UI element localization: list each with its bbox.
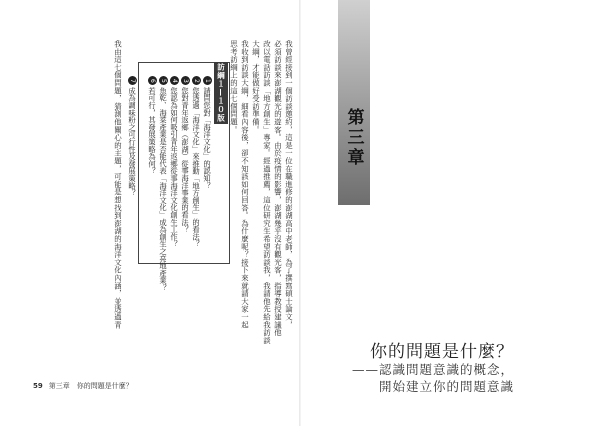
question-number: 4 (170, 76, 179, 85)
running-head: 第三章 你的問題是什麼？ (48, 382, 133, 390)
question-number: 2 (192, 76, 201, 85)
question-text: 若可行，其發展策略為何？ (148, 87, 157, 175)
outline-tag: 訪綱１—１０版 (214, 62, 228, 124)
chapter-label: 第三章 (343, 108, 364, 168)
paragraph-line-5: 我收到訪談大綱，細看內容後，卻不知該如何回答。為什麼呢？接下來就請大家一起 (240, 40, 250, 329)
question-item-2 (191, 76, 201, 248)
question-number: 5 (159, 76, 168, 85)
chapter-subtitle-line-2: 開始建立你的問題意識 (378, 379, 514, 394)
question-text: 您認為如何吸引青年返鄉從事海洋文化創生工作？ (170, 87, 179, 248)
question-item-4 (169, 76, 179, 248)
paragraph-line-6: 思考訪綱上的這七個問題。 (229, 40, 239, 134)
paragraph-line-1: 我曾經接到一個訪談邀約，這是一位在職進修的澎湖高中老師，為了撰寫碩士論文， (284, 40, 294, 329)
question-item-6 (147, 76, 157, 175)
question-text: 您透過「海洋文化」來推動「地方創生」的看法？ (192, 87, 201, 248)
question-text: 魚乾、海菜產業是否能代表「海洋文化」成為創生之亮地產業？ (159, 87, 168, 292)
paragraph-line-2: 必須訪談來澎湖觀光的遊客。由於疫情的影響，澎湖幾乎沒有觀光客，指導教授建議他 (273, 40, 283, 337)
paragraph-line-3: 改以電話訪談「地方創生」專家。經過推薦，這位研究生希望訪談我，我請他先給我訪談 (262, 40, 272, 345)
question-number: 7 (128, 76, 137, 85)
page-gutter (299, 0, 301, 426)
question-text: 請問您對「海洋文化」的認知？ (203, 87, 212, 190)
question-item-5 (158, 76, 168, 291)
chapter-bar (338, 0, 370, 205)
question-text: 成為調味粉之可行性及發展策略？ (128, 87, 137, 197)
closing-paragraph-line-1: 我由這七個問題，猜測他關心的主題，可能是想找到澎湖的海洋文化內涵，並透過青 (113, 40, 123, 329)
page-footer (33, 381, 133, 391)
question-item-7-outside (127, 76, 137, 197)
paragraph-line-4: 大綱，才能做好受訪準備。 (251, 40, 261, 134)
question-text: 您對青年返鄉（澎湖）從事海洋事業的看法？ (181, 87, 190, 233)
chapter-subtitle-line-1: ——認識問題意識的概念， (351, 362, 514, 377)
question-item-1 (202, 76, 212, 189)
question-number: 1 (203, 76, 212, 85)
question-number: 6 (148, 76, 157, 85)
question-number: 3 (181, 76, 190, 85)
page-number: 59 (33, 382, 43, 390)
question-item-3 (180, 76, 190, 233)
chapter-title: 你的問題是什麼？ (370, 342, 514, 362)
